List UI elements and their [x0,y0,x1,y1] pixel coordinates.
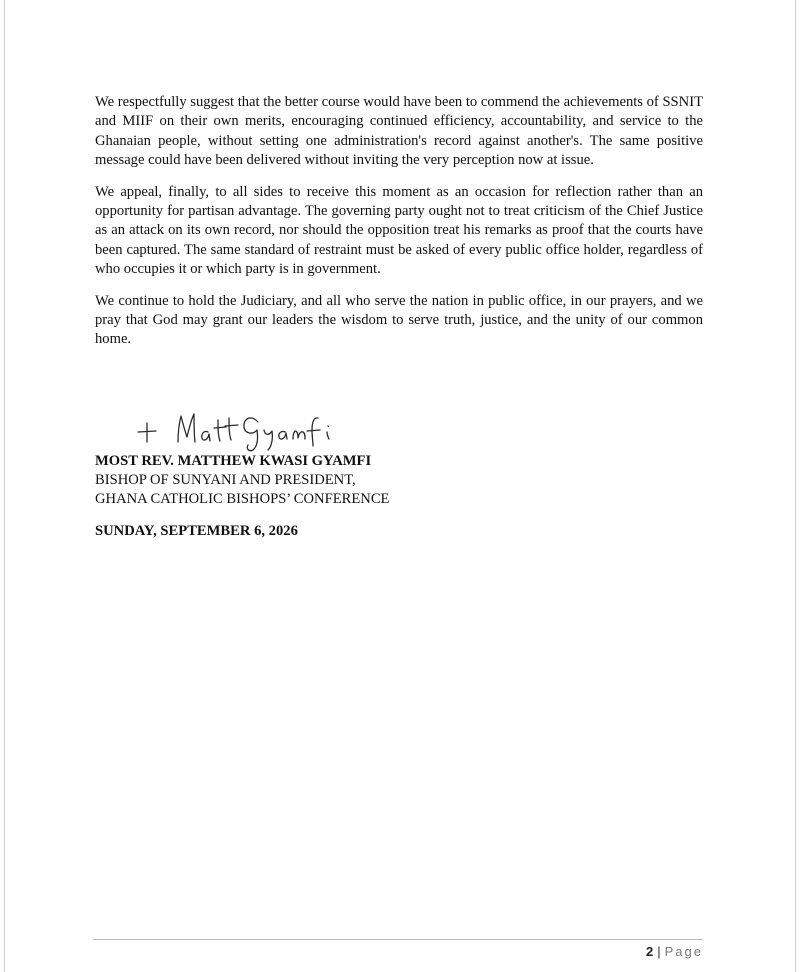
signatory-name: MOST REV. MATTHEW KWASI GYAMFI [95,453,372,469]
page-footer [646,944,703,959]
letter-date: SUNDAY, SEPTEMBER 6, 2026 [95,523,298,539]
footer-divider [93,939,703,940]
page-left-edge [4,0,5,972]
paragraph-commend-achievements: We respectfully suggest that the better course would have been to commend the achievements of SSNIT and MIIF on their own merits, encouraging continued efficiency, accountability, and service to the Ghanaian people, without setting one administration's record against another's. The same positive message could have been delivered without inviting the very perception now at issue. [95,94,703,169]
letter-body [95,93,703,362]
paragraph-appeal-to-all-sides: We appeal, finally, to all sides to receive this moment as an occasion for reflection rather than an opportunity for partisan advantage. The governing party ought not to treat criticism of the Chief Justice as an attack on its own record, nor should the opposition treat his remarks as proof that the courts have been captured. The same standard of restraint must be asked of every public office holder, regardless of who occupies it or which party is in government. [95,183,703,278]
page-number: 2 [646,944,654,959]
signature-block [95,452,389,509]
signatory-title-line-2: GHANA CATHOLIC BISHOPS’ CONFERENCE [95,491,390,507]
paragraph-prayers: We continue to hold the Judiciary, and all who serve the nation in public office, in our prayers, and we pray that God may grant our leaders the wisdom to serve truth, justice, and the unity of our common home. [95,292,703,348]
page-right-edge [795,0,796,972]
handwritten-signature [132,404,352,452]
page-separator: | [657,944,661,959]
signatory-title-line-1: BISHOP OF SUNYANI AND PRESIDENT, [95,472,356,488]
page-label: Page [664,944,703,959]
